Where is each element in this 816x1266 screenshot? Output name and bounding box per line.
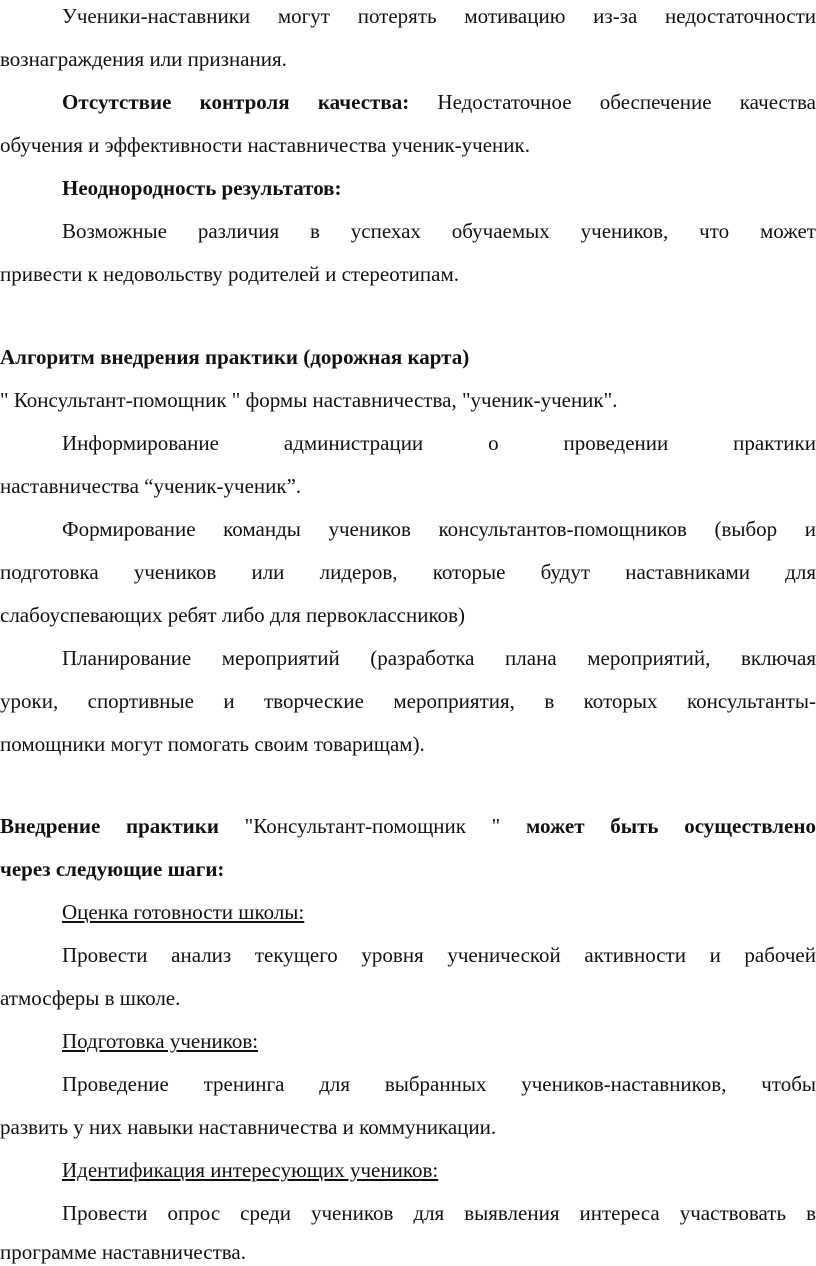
paragraph-planning-line-1: Планирование мероприятий (разработка плана мероприятий, включая	[62, 646, 816, 670]
paragraph-planning-line-2: уроки, спортивные и творческие мероприятия, в которых консультанты-	[0, 689, 816, 713]
implementation-practice-name: "Консультант-помощник "	[218, 814, 526, 838]
step-identification-line-1: Провести опрос среди учеников для выявления интереса участвовать в	[62, 1201, 816, 1225]
quality-definition: Недостаточное обеспечение качества	[409, 90, 816, 114]
paragraph-team-line-2: подготовка учеников или лидеров, которые будут наставниками для	[0, 560, 816, 584]
paragraph-differences-line-2: привести к недовольству родителей и стереотипам.	[0, 262, 459, 286]
paragraph-team-line-1: Формирование команды учеников консультантов-помощников (выбор и	[62, 517, 816, 541]
paragraph-informing-line-1: Информирование администрации о проведении практики	[62, 431, 816, 455]
paragraph-differences-line-1: Возможные различия в успехах обучаемых учеников, что может	[62, 219, 816, 243]
step-readiness-line-1: Провести анализ текущего уровня ученической активности и рабочей	[62, 943, 816, 967]
paragraph-informing-line-2: наставничества “ученик-ученик”.	[0, 474, 302, 498]
step-title-identification-text: Идентификация интересующих учеников:	[62, 1158, 439, 1182]
paragraph-motivation-line-2: вознаграждения или признания.	[0, 47, 287, 71]
heterogeneity-heading: Неоднородность результатов:	[62, 176, 342, 200]
step-training-line-2: развить у них навыки наставничества и коммуникации.	[0, 1115, 497, 1139]
paragraph-motivation-line-1: Ученики-наставники могут потерять мотивацию из-за недостаточности	[62, 4, 816, 28]
step-readiness-line-2: атмосферы в школе.	[0, 986, 181, 1010]
step-title-readiness	[0, 898, 816, 926]
paragraph-planning-line-3: помощники могут помогать своим товарищам).	[0, 732, 425, 756]
step-identification-line-2: программе наставничества.	[0, 1240, 246, 1264]
step-title-readiness-text: Оценка готовности школы:	[62, 900, 305, 924]
paragraph-quality-line-1	[0, 88, 816, 116]
step-training-line-1: Проведение тренинга для выбранных учеников-наставников, чтобы	[62, 1072, 816, 1096]
section-heading-implementation-line-2: через следующие шаги:	[0, 857, 225, 881]
paragraph-quality-line-2: обучения и эффективности наставничества ученик-ученик.	[0, 133, 530, 157]
step-title-identification	[0, 1156, 816, 1184]
step-title-training	[0, 1027, 816, 1055]
section-heading-algorithm: Алгоритм внедрения практики (дорожная карта)	[0, 345, 470, 369]
paragraph-team-line-3: слабоуспевающих ребят либо для первоклассников)	[0, 603, 465, 627]
implementation-bold-end: может быть осуществлено	[525, 814, 816, 838]
implementation-bold-start: Внедрение практики	[0, 814, 219, 838]
quality-term: Отсутствие контроля качества:	[62, 90, 410, 114]
section-subheading-consultant: " Консультант-помощник " формы наставничества, "ученик-ученик".	[0, 388, 618, 412]
section-heading-implementation	[0, 812, 816, 840]
step-title-training-text: Подготовка учеников:	[62, 1029, 259, 1053]
